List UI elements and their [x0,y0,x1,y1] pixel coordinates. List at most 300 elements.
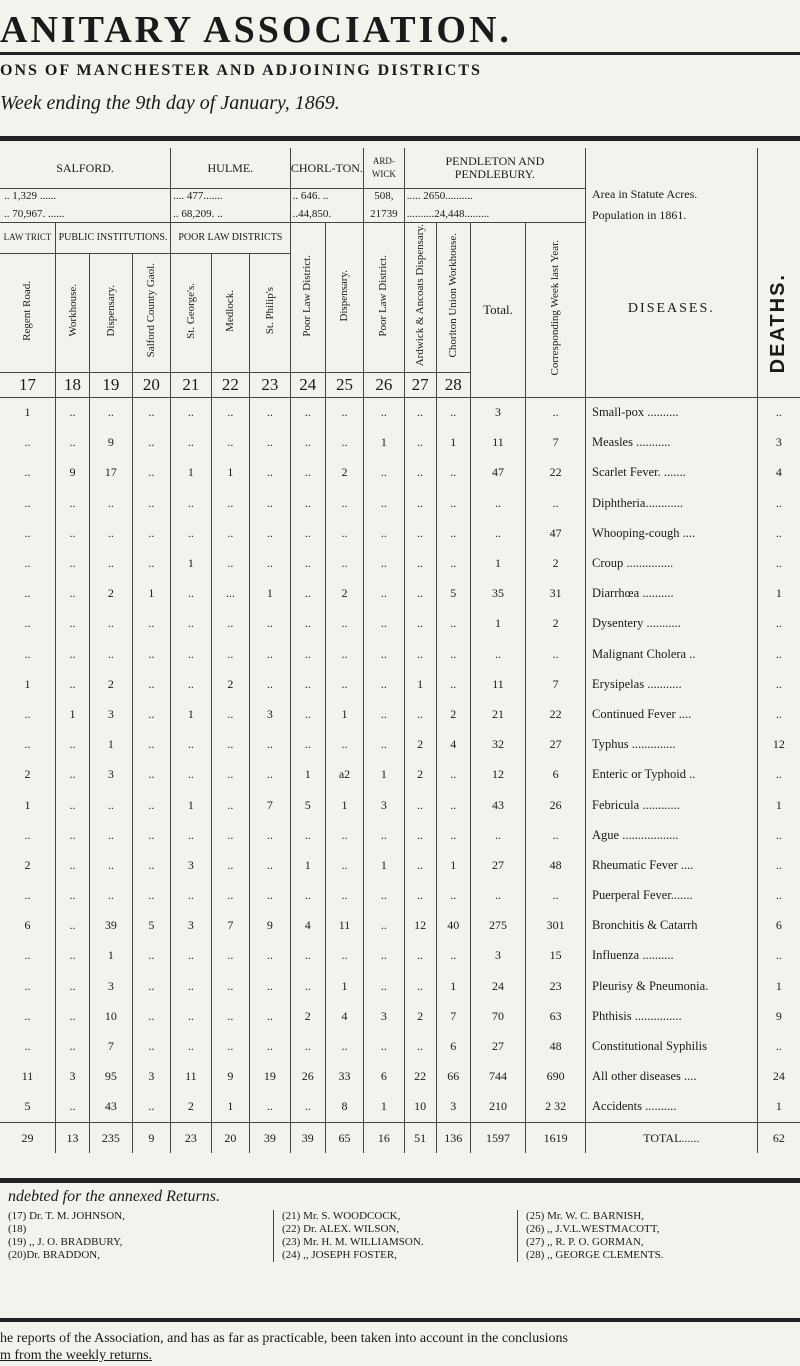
disease-name: Phthisis ............... [586,1001,758,1031]
table-cell: .. [211,790,249,820]
table-cell: 1 [436,971,470,1001]
table-cell: .. [364,820,405,850]
table-cell: 5 [436,579,470,609]
table-cell: .. [132,820,170,850]
table-cell: .. [211,820,249,850]
diseases-header [586,222,758,397]
table-cell: .. [364,488,405,518]
table-cell: .. [404,518,436,548]
table-cell: .. [364,941,405,971]
table-cell: 1 [436,428,470,458]
table-row [0,1062,800,1092]
ardwick-pop-value: 21739 [370,208,398,221]
table-cell: 66 [436,1062,470,1092]
table-cell: .. [364,548,405,578]
table-cell: 5 [132,911,170,941]
table-cell: .. [325,820,363,850]
table-cell: 35 [470,579,525,609]
table-cell: .. [325,397,363,428]
pendleton-header: PENDLETON AND PENDLEBURY. [404,148,585,189]
total-label: TOTAL...... [586,1123,758,1154]
table-cell: 27 [526,730,586,760]
table-cell: .. [290,548,325,578]
salford-area-value: .. 1,329 ...... [4,190,57,203]
table-cell: 1 [90,941,133,971]
table-cell: .. [55,488,89,518]
corresponding-week-label: Corresponding Week last Year. [549,240,562,376]
table-cell: 1 [211,458,249,488]
table-cell: .. [55,760,89,790]
col-number: 19 [90,372,133,397]
table-cell: .. [250,669,291,699]
col-18-label: Workhouse. [66,284,79,337]
table-cell: .. [404,397,436,428]
table-cell: 1 [211,1092,249,1123]
table-cell: .. [404,428,436,458]
table-cell: .. [436,820,470,850]
table-cell: .. [171,669,212,699]
credits-col-2 [273,1210,517,1262]
total-row [0,1123,800,1154]
table-cell: .. [24,465,31,480]
table-cell: .. [290,458,325,488]
deaths-cell: .. [757,881,800,911]
table-cell: .. [132,850,170,880]
col-number: 18 [55,372,89,397]
closing-note-line-1: he reports of the Association, and has as far as practicable, been taken into account in the conclusions [0,1331,568,1346]
credit-line: (18) [8,1223,27,1235]
total-cell: 235 [90,1123,133,1154]
total-cell: 39 [290,1123,325,1154]
table-cell: 2 [171,1092,212,1123]
table-cell: .. [364,639,405,669]
population-label: Population in 1861. [592,208,687,222]
table-cell: 690 [526,1062,586,1092]
table-cell: 1 [364,850,405,880]
table-cell: 1 [171,458,212,488]
table-cell: .. [364,699,405,729]
disease-name: Croup ............... [586,548,758,578]
table-cell: 1 [171,790,212,820]
table-cell: .. [404,820,436,850]
table-cell: .. [325,1031,363,1061]
table-cell: .. [290,1031,325,1061]
table-cell: .. [90,820,133,850]
table-cell: .. [290,730,325,760]
table-cell: .. [364,730,405,760]
table-cell: .. [364,397,405,428]
table-cell: .. [55,639,89,669]
table-cell: .. [404,639,436,669]
table-cell: .. [90,548,133,578]
table-cell: .. [250,458,291,488]
table-cell: 3 [470,941,525,971]
col-19-header [90,253,133,372]
table-cell: .. [171,488,212,518]
table-cell: 7 [211,911,249,941]
table-cell: .. [404,488,436,518]
table-cell: 1 [24,405,31,420]
col-22-header [211,253,249,372]
table-cell: .. [250,881,291,911]
table-cell: 7 [90,1031,133,1061]
table-cell: 5 [24,1099,31,1114]
ardwick-area [364,189,405,222]
table-cell: .. [325,488,363,518]
table-cell: .. [55,548,89,578]
table-cell: .. [55,790,89,820]
total-cell: 29 [0,1123,55,1154]
total-cell: 136 [436,1123,470,1154]
table-cell: 1 [290,850,325,880]
disease-name: Ague .................. [586,820,758,850]
table-cell: .. [290,579,325,609]
table-cell: .. [364,458,405,488]
table-cell: .. [24,495,31,510]
ardwick-area-value: 508, [374,190,394,203]
table-cell: .. [132,669,170,699]
table-cell: 1 [325,790,363,820]
table-cell: .. [171,941,212,971]
table-cell: 2 32 [526,1092,586,1123]
col-24-header [290,222,325,372]
deaths-cell: 4 [757,458,800,488]
col-number: 21 [171,372,212,397]
table-cell: .. [325,639,363,669]
table-cell: 9 [55,458,89,488]
deaths-cell: 12 [757,730,800,760]
table-cell: .. [90,518,133,548]
table-row [0,518,800,548]
table-cell: 23 [526,971,586,1001]
table-cell: .. [55,1031,89,1061]
table-row [0,760,800,790]
table-cell: .. [325,669,363,699]
table-cell: .. [55,881,89,911]
disease-name: Pleurisy & Pneumonia. [586,971,758,1001]
table-row [0,397,800,428]
table-cell: .. [132,730,170,760]
table-cell: .. [211,609,249,639]
table-top-rule [0,136,800,141]
credit-line: (21) Mr. S. WOODCOCK, [282,1210,401,1222]
table-cell: .. [171,1001,212,1031]
total-deaths: 62 [757,1123,800,1154]
table-cell: .. [526,820,586,850]
table-cell: .. [364,579,405,609]
table-cell: .. [250,609,291,639]
table-cell: 47 [470,458,525,488]
table-cell: .. [55,397,89,428]
deaths-cell: .. [757,699,800,729]
table-cell: 2 [90,579,133,609]
table-cell: 40 [436,911,470,941]
table-cell: 1 [364,1092,405,1123]
disease-name: Typhus .............. [586,730,758,760]
deaths-cell: .. [757,548,800,578]
credits [0,1210,800,1262]
table-cell: 2 [24,857,31,872]
returns-table [0,148,800,1153]
table-cell: 7 [526,428,586,458]
table-cell: 22 [526,458,586,488]
table-cell: .. [55,1092,89,1123]
table-cell: 31 [526,579,586,609]
table-cell: .. [211,850,249,880]
table-cell: 1 [470,609,525,639]
credit-line: (23) Mr. H. M. WILLIAMSON. [282,1236,424,1248]
table-cell: 10 [404,1092,436,1123]
table-cell: .. [55,609,89,639]
col-23-header [250,253,291,372]
disease-name: Puerperal Fever....... [586,881,758,911]
table-cell: .. [132,1001,170,1031]
table-cell: .. [250,639,291,669]
col-20-label: Salford County Gaol. [145,263,158,358]
credit-line: (22) Dr. ALEX. WILSON, [282,1223,400,1235]
table-cell: 2 [325,458,363,488]
table-cell: .. [325,609,363,639]
table-cell: 7 [436,1001,470,1031]
table-cell: 3 [90,760,133,790]
pendleton-pop-value: ..........24,448......... [406,208,490,221]
table-cell: .. [250,971,291,1001]
chorlton-header: CHORL-TON. [290,148,364,189]
total-cell: 9 [132,1123,170,1154]
table-cell: 3 [55,1062,89,1092]
table-bottom-rule [0,1178,800,1183]
col-23-label: St. Philip's [263,286,276,335]
table-cell: .. [290,1092,325,1123]
table-cell: .. [171,397,212,428]
table-cell: 1 [325,699,363,729]
col-number: 28 [436,372,470,397]
table-cell: 2 [24,767,31,782]
total-cell: 1619 [526,1123,586,1154]
table-cell: .. [90,488,133,518]
table-cell: .. [436,669,470,699]
table-cell: .. [526,397,586,428]
table-cell: 1 [290,760,325,790]
table-cell: .. [90,850,133,880]
table-cell: 3 [436,1092,470,1123]
table-cell: .. [55,669,89,699]
ardwick-header: ARD-WICK [364,148,405,189]
col-27-label: Ardwick & Ancoats Dispensary. [413,224,426,367]
table-cell: .. [171,518,212,548]
table-cell: .. [211,548,249,578]
col-number: 24 [290,372,325,397]
disease-name: Scarlet Fever. ....... [586,458,758,488]
table-cell: .. [171,579,212,609]
table-cell: .. [24,978,31,993]
table-cell: .. [290,609,325,639]
table-cell: .. [290,820,325,850]
corresponding-week-header [526,222,586,397]
table-cell: 95 [90,1062,133,1092]
table-cell: .. [24,827,31,842]
salford-pop-value: .. 70,967. ...... [4,208,65,221]
table-row [0,941,800,971]
deaths-cell: .. [757,760,800,790]
table-cell: .. [325,881,363,911]
table-cell: .. [24,586,31,601]
table-cell: 11 [171,1062,212,1092]
deaths-cell: 1 [757,1092,800,1123]
hulme-pop-value: .. 68,209. .. [173,208,223,221]
credit-line: (19) ,, J. O. BRADBURY, [8,1236,123,1248]
table-row [0,1092,800,1123]
table-cell: 47 [526,518,586,548]
table-cell: 1 [55,699,89,729]
table-cell: .. [24,706,31,721]
table-row [0,548,800,578]
table-cell: .. [55,820,89,850]
table-cell: 22 [526,699,586,729]
table-cell: .. [132,488,170,518]
deaths-cell: .. [757,639,800,669]
table-cell: .. [55,579,89,609]
table-cell: .. [55,1001,89,1031]
page-title: ANITARY ASSOCIATION. [0,9,512,51]
table-cell: 1 [364,760,405,790]
table-cell: .. [132,941,170,971]
disease-name: Erysipelas ........... [586,669,758,699]
table-cell: .. [250,1092,291,1123]
col-number: 26 [364,372,405,397]
table-cell: .. [436,518,470,548]
table-cell: .. [24,646,31,661]
table-cell: .. [250,488,291,518]
table-cell: .. [211,1001,249,1031]
col-20-header [132,253,170,372]
table-cell: .. [211,1031,249,1061]
table-cell: 10 [90,1001,133,1031]
col-24-label: Poor Law District. [301,254,314,337]
credit-line: (28) ,, GEORGE CLEMENTS. [526,1249,664,1261]
table-cell: .. [211,488,249,518]
table-cell: .. [132,971,170,1001]
salford-header: SALFORD. [0,148,171,189]
table-cell: .. [526,881,586,911]
table-cell: .. [250,518,291,548]
table-cell: 1 [470,548,525,578]
credit-line: (24) ,, JOSEPH FOSTER, [282,1249,397,1261]
table-cell: .. [55,971,89,1001]
table-cell: .. [470,639,525,669]
table-cell: 4 [436,730,470,760]
table-cell: 2 [211,669,249,699]
col-number: 22 [211,372,249,397]
table-cell: .. [132,518,170,548]
disease-name: Diarrhœa .......... [586,579,758,609]
table-cell: .. [132,1092,170,1123]
table-cell: .. [211,760,249,790]
table-cell: 15 [526,941,586,971]
hulme-area [171,189,290,222]
table-cell: .. [211,881,249,911]
table-cell: 1 [90,730,133,760]
table-cell: .. [436,881,470,911]
table-cell: .. [404,971,436,1001]
table-cell: 11 [21,1069,34,1084]
table-cell: 7 [250,790,291,820]
deaths-cell: .. [757,820,800,850]
table-row [0,730,800,760]
table-cell: .. [364,669,405,699]
table-cell: .. [211,941,249,971]
area-population-labels [586,148,758,222]
deaths-cell: 3 [757,428,800,458]
table-cell: 1 [404,669,436,699]
table-cell: .. [90,790,133,820]
table-cell: .. [211,518,249,548]
total-cell: 65 [325,1123,363,1154]
pendleton-area [404,189,585,222]
table-cell: .. [250,1001,291,1031]
col-17-label: Regent Road. [21,280,34,341]
table-cell: 27 [470,850,525,880]
week-line: Week ending the 9th day of January, 1869. [0,92,340,114]
credits-col-1 [0,1210,273,1262]
table-cell: .. [404,458,436,488]
disease-name: Diphtheria............ [586,488,758,518]
col-22-label: Medlock. [224,289,237,332]
col-number: 25 [325,372,363,397]
table-cell: 39 [90,911,133,941]
closing-note-line-2: m from the weekly returns. [0,1348,153,1363]
col-26-header [364,222,405,372]
disease-name: Influenza .......... [586,941,758,971]
table-cell: 1 [250,579,291,609]
table-cell: .. [364,971,405,1001]
table-cell: .. [132,639,170,669]
table-cell: a2 [325,760,363,790]
table-cell: .. [55,850,89,880]
table-cell: .. [404,609,436,639]
table-cell: .. [250,820,291,850]
returns-table-container [0,148,800,1178]
table-cell: .. [250,850,291,880]
deaths-cell: .. [757,518,800,548]
table-cell: .. [171,971,212,1001]
poor-law-districts-group: POOR LAW DISTRICTS [171,222,290,253]
table-cell: 6 [526,760,586,790]
pendleton-area-value: ..... 2650.......... [406,190,473,203]
table-row [0,639,800,669]
table-cell: .. [250,428,291,458]
table-cell: .. [404,850,436,880]
table-row [0,911,800,941]
table-cell: .. [404,881,436,911]
disease-name: Whooping-cough .... [586,518,758,548]
table-cell: 1 [24,797,31,812]
table-cell: 4 [325,1001,363,1031]
table-cell: .. [171,639,212,669]
table-cell: .. [132,760,170,790]
table-cell: 48 [526,1031,586,1061]
table-cell: 1 [171,699,212,729]
table-cell: .. [211,639,249,669]
table-cell: .. [404,1031,436,1061]
table-cell: 70 [470,1001,525,1031]
table-cell: .. [24,556,31,571]
table-cell: 3 [364,790,405,820]
chorlton-pop-value: ..44,850. [292,208,332,221]
table-cell: 3 [90,971,133,1001]
disease-name: Dysentery ........... [586,609,758,639]
deaths-cell: .. [757,397,800,428]
